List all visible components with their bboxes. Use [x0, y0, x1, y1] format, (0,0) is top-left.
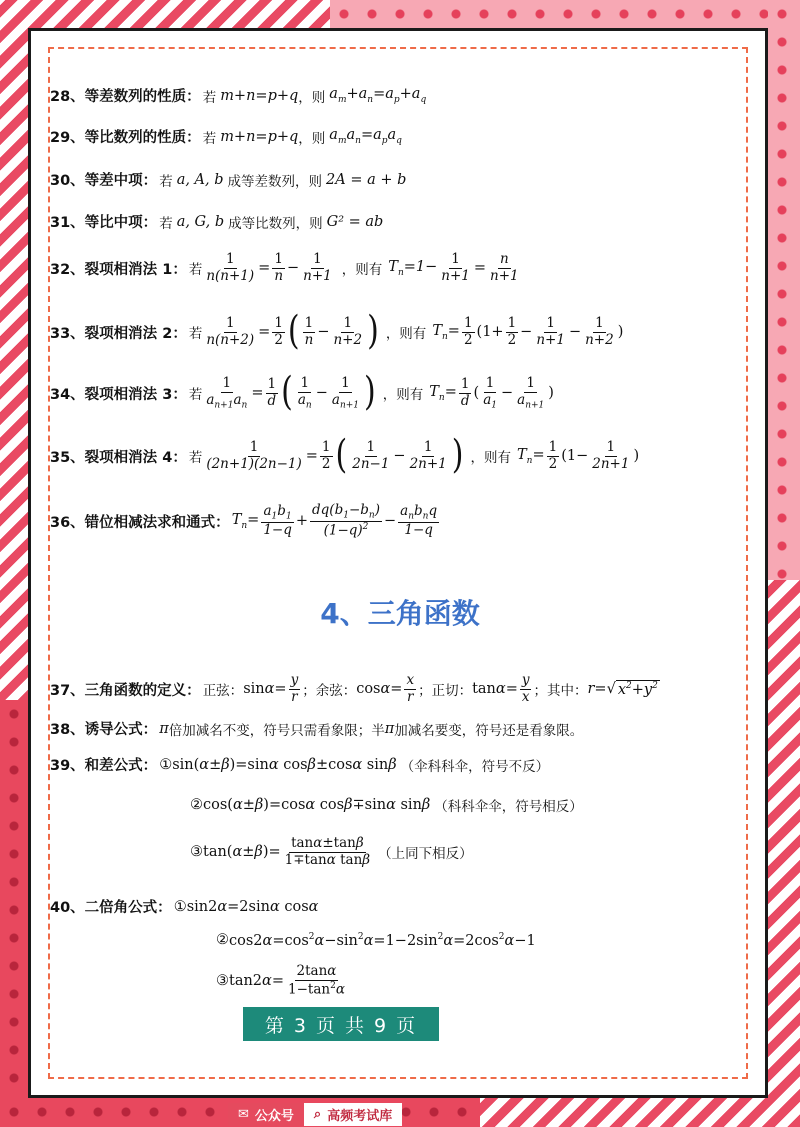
item-label: 36、错位相减法求和通式：: [50, 514, 230, 531]
formula: $\frac{a_1b_1}{1-q}$: [263, 502, 292, 538]
item-30: [50, 169, 406, 190]
formula: r=: [587, 681, 607, 698]
item-text: 倍加减名不变，符号只需看象限；半: [168, 722, 385, 739]
formula: $T_n=$: [231, 511, 260, 531]
item-text: 若: [188, 326, 203, 343]
item-label: 32、裂项相消法 1：: [50, 261, 187, 278]
formula: sin(α±β)=sinα cosβ±cosα sinβ: [172, 756, 397, 773]
item-text: （上同下相反）: [378, 846, 473, 863]
formula: $\frac{1}{a_1}$: [483, 375, 497, 411]
formula: tan(α±β)=: [203, 844, 281, 861]
formula: $\frac{1}{2}$: [321, 439, 331, 472]
formula: π: [159, 720, 169, 737]
formula: sinα=: [243, 681, 287, 698]
item-text: ，则有: [382, 387, 424, 404]
item-29: [50, 126, 402, 147]
formula: $\frac{1}{2}$: [463, 315, 473, 348]
formula: $\frac{x}{r}$: [406, 672, 415, 705]
formula: $\frac{1}{n}$: [274, 251, 284, 284]
item-text: 成等比数列，则: [228, 215, 323, 232]
item-label: 38、诱导公式：: [50, 722, 158, 738]
dot-panel-left: [0, 700, 28, 1127]
item-text: ，则有: [385, 326, 427, 343]
formula: $a_m+a_n=a_p+a_q$: [329, 86, 427, 105]
formula: G² = ab: [326, 213, 384, 230]
formula: sin2α=2sinα cosα: [186, 898, 319, 915]
formula: cosα=: [356, 681, 403, 698]
formula: m+n=p+q: [220, 128, 299, 145]
item-number: ③: [216, 972, 229, 989]
item-label: 35、裂项相消法 4：: [50, 449, 187, 466]
formula: $a_ma_n=a_pa_q$: [329, 127, 402, 146]
footer-account: [228, 1103, 304, 1126]
formula: $\frac{dq(b_1-b_n)}{(1-q)^2}$: [312, 502, 380, 539]
formula: $\frac{y}{r}$: [290, 672, 299, 705]
formula: $\frac{1}{a_{n+1}}$: [331, 375, 360, 411]
item-text: 若: [188, 262, 203, 279]
formula: $\frac{1}{n+1}$: [441, 251, 470, 284]
formula: $\frac{1}{d}$: [460, 376, 470, 409]
page-indicator: 第 3 页 共 9 页: [243, 1007, 439, 1041]
item-38: [50, 718, 583, 739]
item-label: 34、裂项相消法 3：: [50, 386, 187, 403]
item-number: ②: [216, 932, 229, 949]
formula: π: [384, 720, 395, 737]
formula: $\frac{1}{n+2}$: [333, 315, 363, 348]
item-36: 36、错位相减法求和通式： $T_n=$ $\frac{a_1b_1}{1-q}$ + $\frac{dq(b_1-b_n)}{(1-q)^2}$ − $\frac{a_nb_nq}{1-q}$: [50, 502, 438, 539]
formula: $T_n=$: [432, 322, 460, 342]
formula: $\frac{1}{n+1}$: [303, 251, 332, 284]
item-37: [50, 673, 660, 705]
item-number: ②: [190, 797, 203, 813]
formula: $\frac{n}{n+1}$: [490, 251, 519, 284]
item-text: ，则有: [341, 262, 383, 279]
item-32: 32、裂项相消法 1： 若 $\frac{1}{n(n+1)}$ = $\frac{1}{n}$ − $\frac{1}{n+1}$ ，则有 $T_n=1-$ $\frac{1}{n+1}$ = $\frac{n}{n+1}$: [50, 251, 519, 284]
formula: $T_n=$: [516, 446, 545, 466]
formula: $\frac{1}{2}$: [548, 439, 558, 472]
formula: 2A = a + b: [326, 171, 407, 188]
item-text: 正弦：: [202, 683, 244, 700]
item-40-3: [216, 964, 349, 998]
item-text: 成等差数列，则: [227, 173, 323, 190]
item-label: 33、裂项相消法 2：: [50, 325, 187, 342]
item-text: 若: [188, 387, 203, 404]
footer-search[interactable]: [304, 1103, 402, 1126]
formula: $\cos 2\alpha=\cos^2\alpha-\sin^2\alpha=1-2\sin^2\alpha=2\cos^2\alpha-1$: [229, 932, 536, 949]
formula: $\frac{1}{n+1}$: [536, 315, 565, 348]
formula: $\frac{1}{n}$: [304, 315, 314, 348]
item-35: 35、裂项相消法 4： 若 $\frac{1}{(2n+1)(2n-1)}$ = $\frac{1}{2}$ ( $\frac{1}{2n-1}$ − $\frac{1}{2n+1}$ ) ，则有 $T_n=$ $\frac{1}{2}$ (1− $\frac{1}{2n+1}$ ): [50, 432, 640, 479]
item-text: ，则: [298, 130, 326, 147]
item-33: 33、裂项相消法 2： 若 $\frac{1}{n(n+2)}$ = $\frac{1}{2}$ ( $\frac{1}{n}$ − $\frac{1}{n+2}$ ) ，则有 $T_n=$ $\frac{1}{2}$ (1+ $\frac{1}{2}$ − $\frac{1}{n+1}$ − $\frac{1}{n+2}$ ): [50, 308, 624, 355]
footer-account-name: 高频考试库: [327, 1108, 393, 1124]
wechat-icon: ✉: [238, 1106, 249, 1122]
formula: $\frac{1}{d}$: [267, 376, 277, 409]
formula: $\frac{2\tan\alpha}{1-\tan^2\alpha}$: [288, 963, 345, 998]
formula: $\frac{1}{a_{n+1}a_n}$: [206, 375, 248, 411]
formula: m+n=p+q: [220, 87, 299, 104]
formula: cos(α±β)=cosα cosβ∓sinα sinβ: [203, 797, 431, 813]
formula: √ $x^2+y^2$: [606, 681, 658, 698]
dashed-border: [48, 47, 748, 1079]
item-text: ，则有: [470, 450, 511, 467]
item-number: ①: [173, 898, 187, 915]
item-31: [50, 211, 383, 232]
formula: $\frac{1}{2n+1}$: [592, 439, 630, 472]
formula: $\frac{1}{a_{n+1}}$: [517, 375, 545, 411]
search-icon: ⌕: [313, 1106, 322, 1122]
formula: $\frac{1}{n+2}$: [585, 315, 614, 348]
item-text: 若: [202, 89, 217, 106]
item-label: 29、等比数列的性质：: [50, 130, 201, 146]
item-text: 若: [159, 215, 173, 232]
item-label: 40、二倍角公式：: [50, 900, 172, 916]
item-28: [50, 85, 426, 106]
formula: $\frac{1}{a_n}$: [297, 375, 312, 411]
formula: $\frac{1}{n(n+2)}$: [206, 315, 255, 348]
item-text: ；正切：: [418, 683, 473, 700]
item-number: ①: [159, 756, 173, 773]
footer-account-label: 公众号: [254, 1108, 294, 1124]
item-label: 37、三角函数的定义：: [50, 682, 201, 699]
footer-bar: [228, 1103, 402, 1125]
item-text: ，则: [298, 89, 326, 106]
formula: $\frac{a_nb_nq}{1-q}$: [400, 502, 438, 538]
item-text: 加减名要变，符号还是看象限。: [394, 722, 584, 739]
item-text: ；余弦：: [302, 683, 357, 700]
formula: $T_n=$: [429, 383, 457, 403]
item-label: 31、等比中项：: [50, 215, 158, 231]
formula: $\frac{1}{n(n+1)}$: [206, 251, 255, 284]
item-40-2: [216, 932, 536, 949]
item-label: 30、等差中项：: [50, 173, 158, 189]
formula: $\frac{1}{2}$: [507, 315, 517, 348]
formula: $\frac{1}{2n+1}$: [409, 439, 447, 472]
formula: $\frac{1}{2}$: [274, 315, 283, 348]
formula: $\frac{\tan\alpha\pm\tan\beta}{\text{1∓tanα tanβ}}$: [284, 835, 371, 868]
item-39: [50, 754, 549, 775]
item-39-3: [190, 836, 473, 868]
item-text: 若: [159, 173, 173, 190]
item-text: （科科伞伞，符号相反）: [434, 799, 583, 815]
formula: $\frac{1}{2n-1}$: [352, 439, 390, 472]
item-text: （伞科科伞，符号不反）: [400, 758, 550, 775]
formula: tan2α=: [229, 972, 284, 989]
item-text: 若: [202, 130, 217, 147]
formula: $\frac{1}{(2n+1)(2n-1)}$: [206, 439, 302, 472]
item-39-2: [190, 795, 583, 815]
item-text: 若: [188, 450, 203, 467]
formula: a, A, b: [176, 171, 224, 188]
formula: a, G, b: [176, 213, 225, 230]
item-text: ；其中：: [533, 683, 588, 700]
item-number: ③: [190, 844, 203, 861]
formula: $\frac{y}{x}$: [521, 672, 530, 705]
dot-panel-right: [768, 0, 800, 580]
item-34: 34、裂项相消法 3： 若 $\frac{1}{a_{n+1}a_n}$ = $\frac{1}{d}$ ( $\frac{1}{a_n}$ − $\frac{1}{a_{n+1}}$ ) ，则有 $T_n=$ $\frac{1}{d}$ ( $\frac{1}{a_1}$ − $\frac{1}{a_{n+1}}$ ): [50, 369, 554, 416]
formula: tanα=: [472, 681, 518, 698]
item-label: 28、等差数列的性质：: [50, 89, 201, 105]
item-40: [50, 896, 318, 917]
formula: $T_n=1-$: [388, 258, 438, 278]
section-title: 4、三角函数: [320, 597, 480, 630]
item-label: 39、和差公式：: [50, 758, 158, 774]
